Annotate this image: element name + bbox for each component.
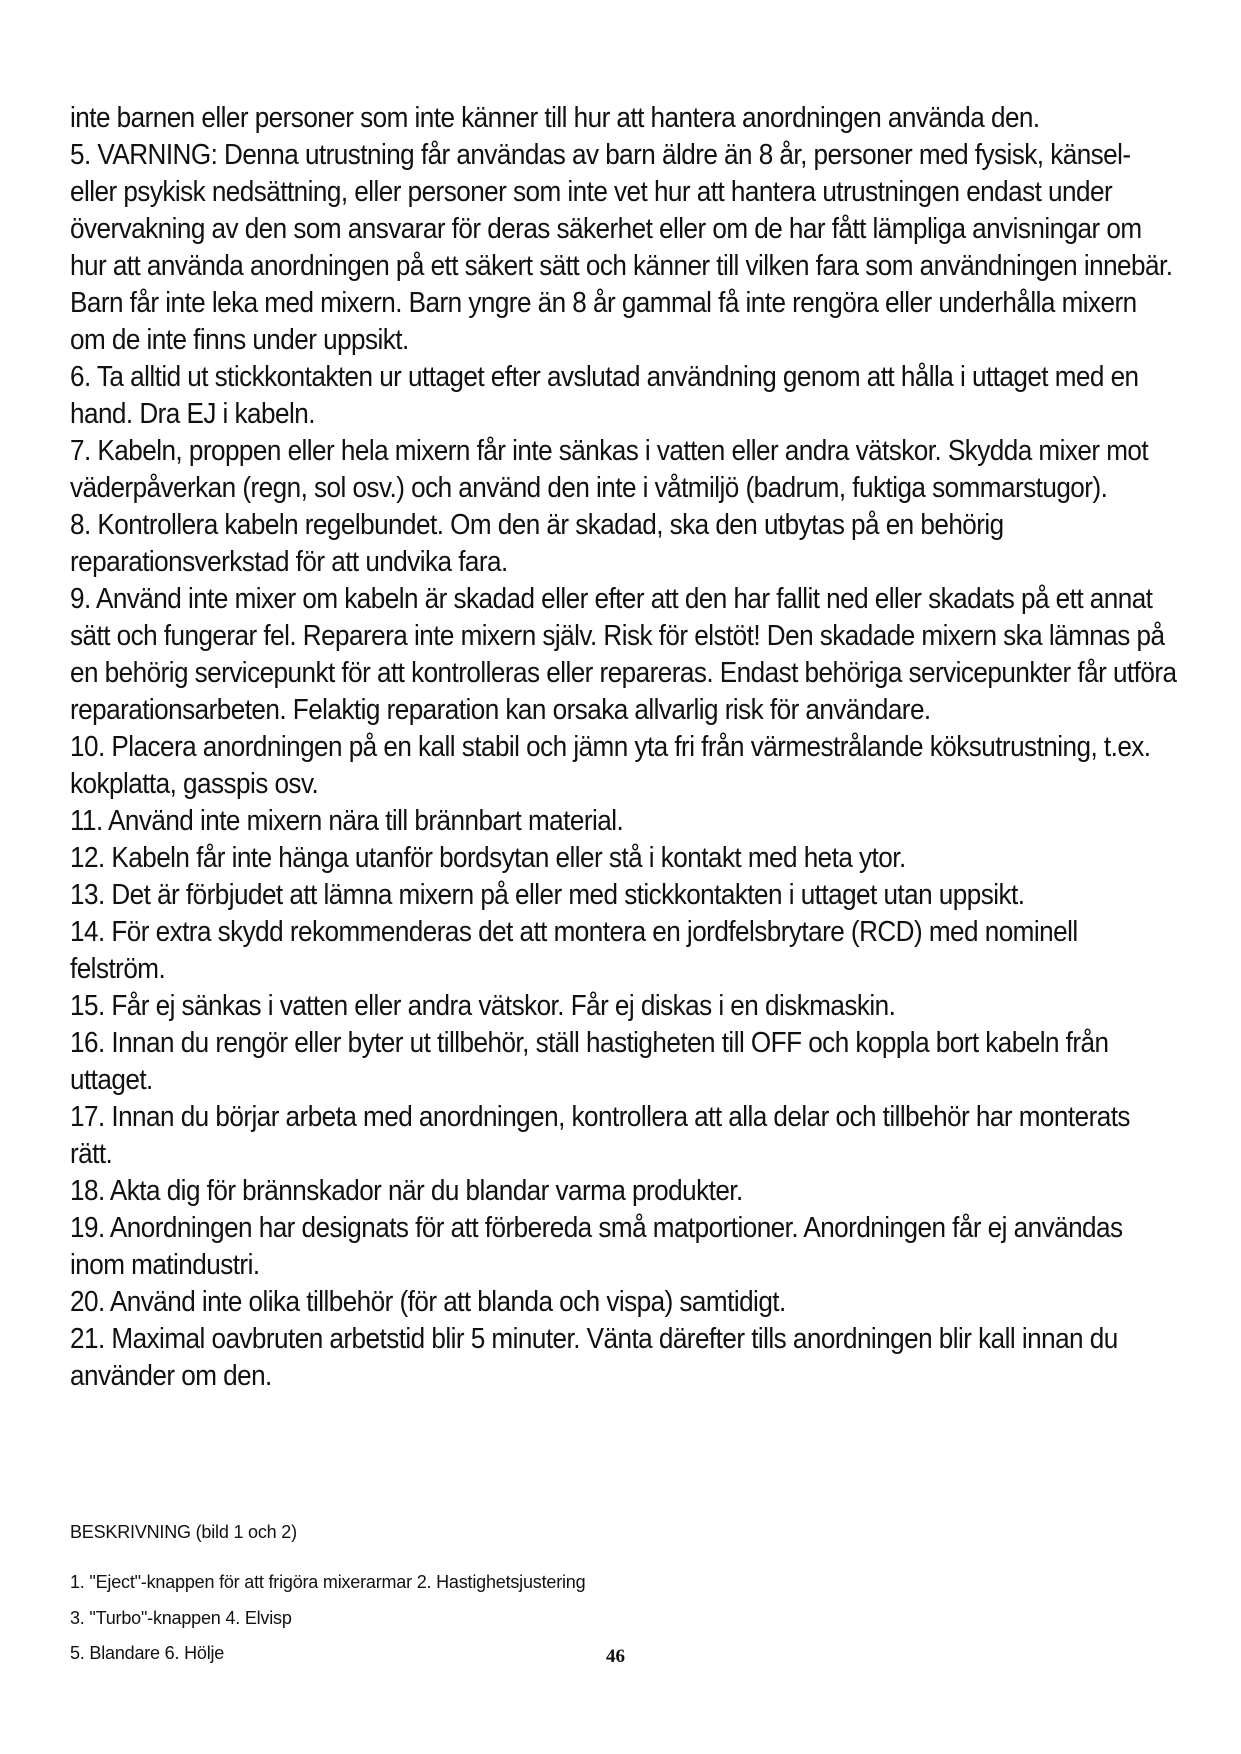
description-title: BESKRIVNING (bild 1 och 2) — [70, 1522, 297, 1542]
instruction-11: 11. Använd inte mixern nära till brännbart material. — [70, 805, 624, 837]
instruction-7: 7. Kabeln, proppen eller hela mixern får inte sänkas i vatten eller andra vätskor. Skydda mixer mot väderpåverkan (regn, sol osv.) och använd den inte i våtmiljö (badrum, fuktiga sommarstugor). — [70, 435, 1149, 504]
page-number: 46 — [606, 1646, 625, 1667]
description-line-3: 5. Blandare 6. Hölje — [70, 1643, 225, 1663]
instruction-12: 12. Kabeln får inte hänga utanför bordsytan eller stå i kontakt med heta ytor. — [70, 842, 906, 874]
instruction-16: 16. Innan du rengör eller byter ut tillbehör, ställ hastigheten till OFF och koppla bort kabeln från uttaget. — [70, 1027, 1109, 1096]
paragraph-continuation: inte barnen eller personer som inte känner till hur att hantera anordningen använda den. — [70, 102, 1040, 134]
description-line-2: 3. "Turbo"-knappen 4. Elvisp — [70, 1608, 292, 1628]
instruction-8: 8. Kontrollera kabeln regelbundet. Om den är skadad, ska den utbytas på en behörig reparationsverkstad för att undvika fara. — [70, 509, 1004, 578]
instruction-9: 9. Använd inte mixer om kabeln är skadad eller efter att den har fallit ned eller skadats på ett annat sätt och fungerar fel. Reparera inte mixern själv. Risk för elstöt! Den skadade mixern ska lämnas på en behörig servicepunkt för att kontrolleras eller repareras. Endast behöriga servicepunkter får utföra reparationsarbeten. Felaktig reparation kan orsaka allvarlig risk för användare. — [70, 583, 1177, 726]
instruction-20: 20. Använd inte olika tillbehör (för att blanda och vispa) samtidigt. — [70, 1286, 786, 1318]
instruction-18: 18. Akta dig för brännskador när du blandar varma produkter. — [70, 1175, 743, 1207]
instruction-13: 13. Det är förbjudet att lämna mixern på eller med stickkontakten i uttaget utan uppsikt. — [70, 879, 1025, 911]
instruction-17: 17. Innan du börjar arbeta med anordningen, kontrollera att alla delar och tillbehör har monterats rätt. — [70, 1101, 1130, 1170]
instruction-5: 5. VARNING: Denna utrustning får användas av barn äldre än 8 år, personer med fysisk, känsel- eller psykisk nedsättning, eller personer som inte vet hur att hantera utrustningen endast under övervakning av den som ansvarar för deras säkerhet eller om de har fått lämpliga anvisningar om hur att använda anordningen på ett säkert sätt och känner till vilken fara som användningen innebär. Barn får inte leka med mixern. Barn yngre än 8 år gammal få inte rengöra eller underhålla mixern om de inte finns under uppsikt. — [70, 139, 1173, 356]
safety-instructions — [70, 100, 1220, 1395]
instruction-15: 15. Får ej sänkas i vatten eller andra vätskor. Får ej diskas i en diskmaskin. — [70, 990, 896, 1022]
description-line-1: 1. "Eject"-knappen för att frigöra mixerarmar 2. Hastighetsjustering — [70, 1572, 586, 1592]
instruction-14: 14. För extra skydd rekommenderas det att montera en jordfelsbrytare (RCD) med nominell felström. — [70, 916, 1078, 985]
instruction-19: 19. Anordningen har designats för att förbereda små matportioner. Anordningen får ej användas inom matindustri. — [70, 1212, 1123, 1281]
instruction-6: 6. Ta alltid ut stickkontakten ur uttaget efter avslutad användning genom att hålla i uttaget med en hand. Dra EJ i kabeln. — [70, 361, 1139, 430]
instruction-10: 10. Placera anordningen på en kall stabil och jämn yta fri från värmestrålande köksutrustning, t.ex. kokplatta, gasspis osv. — [70, 731, 1151, 800]
instruction-21: 21. Maximal oavbruten arbetstid blir 5 minuter. Vänta därefter tills anordningen blir kall innan du använder om den. — [70, 1323, 1118, 1392]
